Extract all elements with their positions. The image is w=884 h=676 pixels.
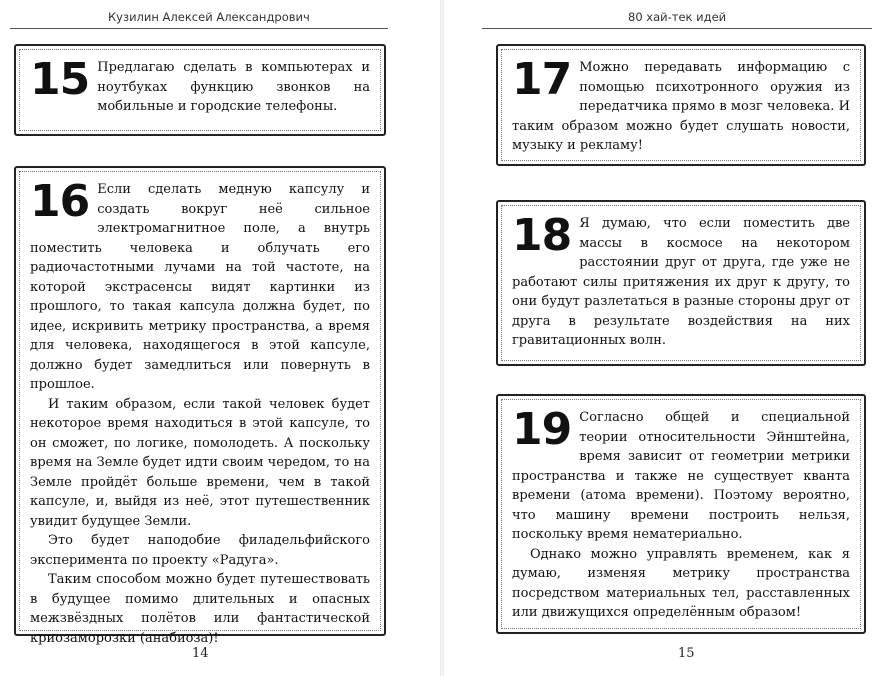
idea-number: 16 [30, 176, 90, 227]
header-rule [482, 28, 872, 29]
idea-paragraph: Это будет наподобие филадельфийского эксперимента по проекту «Радуга». [30, 533, 370, 568]
idea-number: 15 [30, 54, 90, 105]
running-header-author: Кузилин Алексей Александрович [108, 10, 310, 24]
idea-paragraph: Можно передавать информацию с помощью психотронного оружия из передатчика прямо в мозг человека. И таким образом можно будет слушать новости, музыку и рекламу! [512, 60, 850, 153]
idea-paragraph: Предлагаю сделать в компьютерах и ноутбуках функцию звонков на мобильные и городские телефоны. [97, 60, 370, 114]
right-page [442, 0, 884, 676]
idea-number: 19 [512, 404, 572, 455]
header-rule [10, 28, 388, 29]
idea-box-19 [496, 394, 866, 634]
idea-paragraph: И таким образом, если такой человек будет некоторое время находиться в этой капсуле, то он сможет, по логике, помолодеть. А поскольку время на Земле будет идти своим чередом, то на Земле пройдёт больше времени, чем в такой капсуле, и, выйдя из неё, этот путешественник увидит будущее Земли. [30, 396, 370, 529]
idea-paragraph: Таким способом можно будет путешествовать в будущее помимо длительных и опасных межзвёздных полётов или фантастической криозаморозки (анабиоза)! [30, 572, 370, 646]
page-number: 15 [678, 646, 695, 661]
idea-box-18 [496, 200, 866, 366]
idea-paragraph: Согласно общей и специальной теории относительности Эйнштейна, время зависит от геометрии метрики пространства и также не существует кванта времени (атома времени). Поэтому вероятно, что машину времени построить нельзя, поскольку время нематериально. [512, 410, 850, 542]
idea-number: 18 [512, 210, 572, 261]
idea-box-17 [496, 44, 866, 166]
idea-paragraph: Я думаю, что если поместить две массы в космосе на некотором расстоянии друг от друга, где уже не работают силы притяжения их друг к другу, то они будут разлетаться в разные стороны друг от друга в результате воздействия на них гравитационных волн. [512, 216, 850, 348]
idea-box-15 [14, 44, 386, 136]
idea-paragraph: Если сделать медную капсулу и создать вокруг неё сильное электромагнитное поле, а внутрь поместить человека и облучать его радиочастотными лучами на той частоте, на которой экстрасенсы видят картинки из прошлого, то такая капсула должна будет, по идее, искривить метрику пространства, а время для человека, находящегося в этой капсуле, должно будет замедлиться или повернуть в прошлое. [30, 182, 370, 392]
idea-box-16 [14, 166, 386, 646]
page-number: 14 [192, 646, 209, 661]
idea-number: 17 [512, 54, 572, 105]
idea-paragraph: Однако можно управлять временем, как я думаю, изменяя метрику пространства посредством материальных тел, расставленных или движущихся определённым образом! [512, 546, 850, 620]
running-header-title: 80 хай-тек идей [628, 10, 727, 24]
